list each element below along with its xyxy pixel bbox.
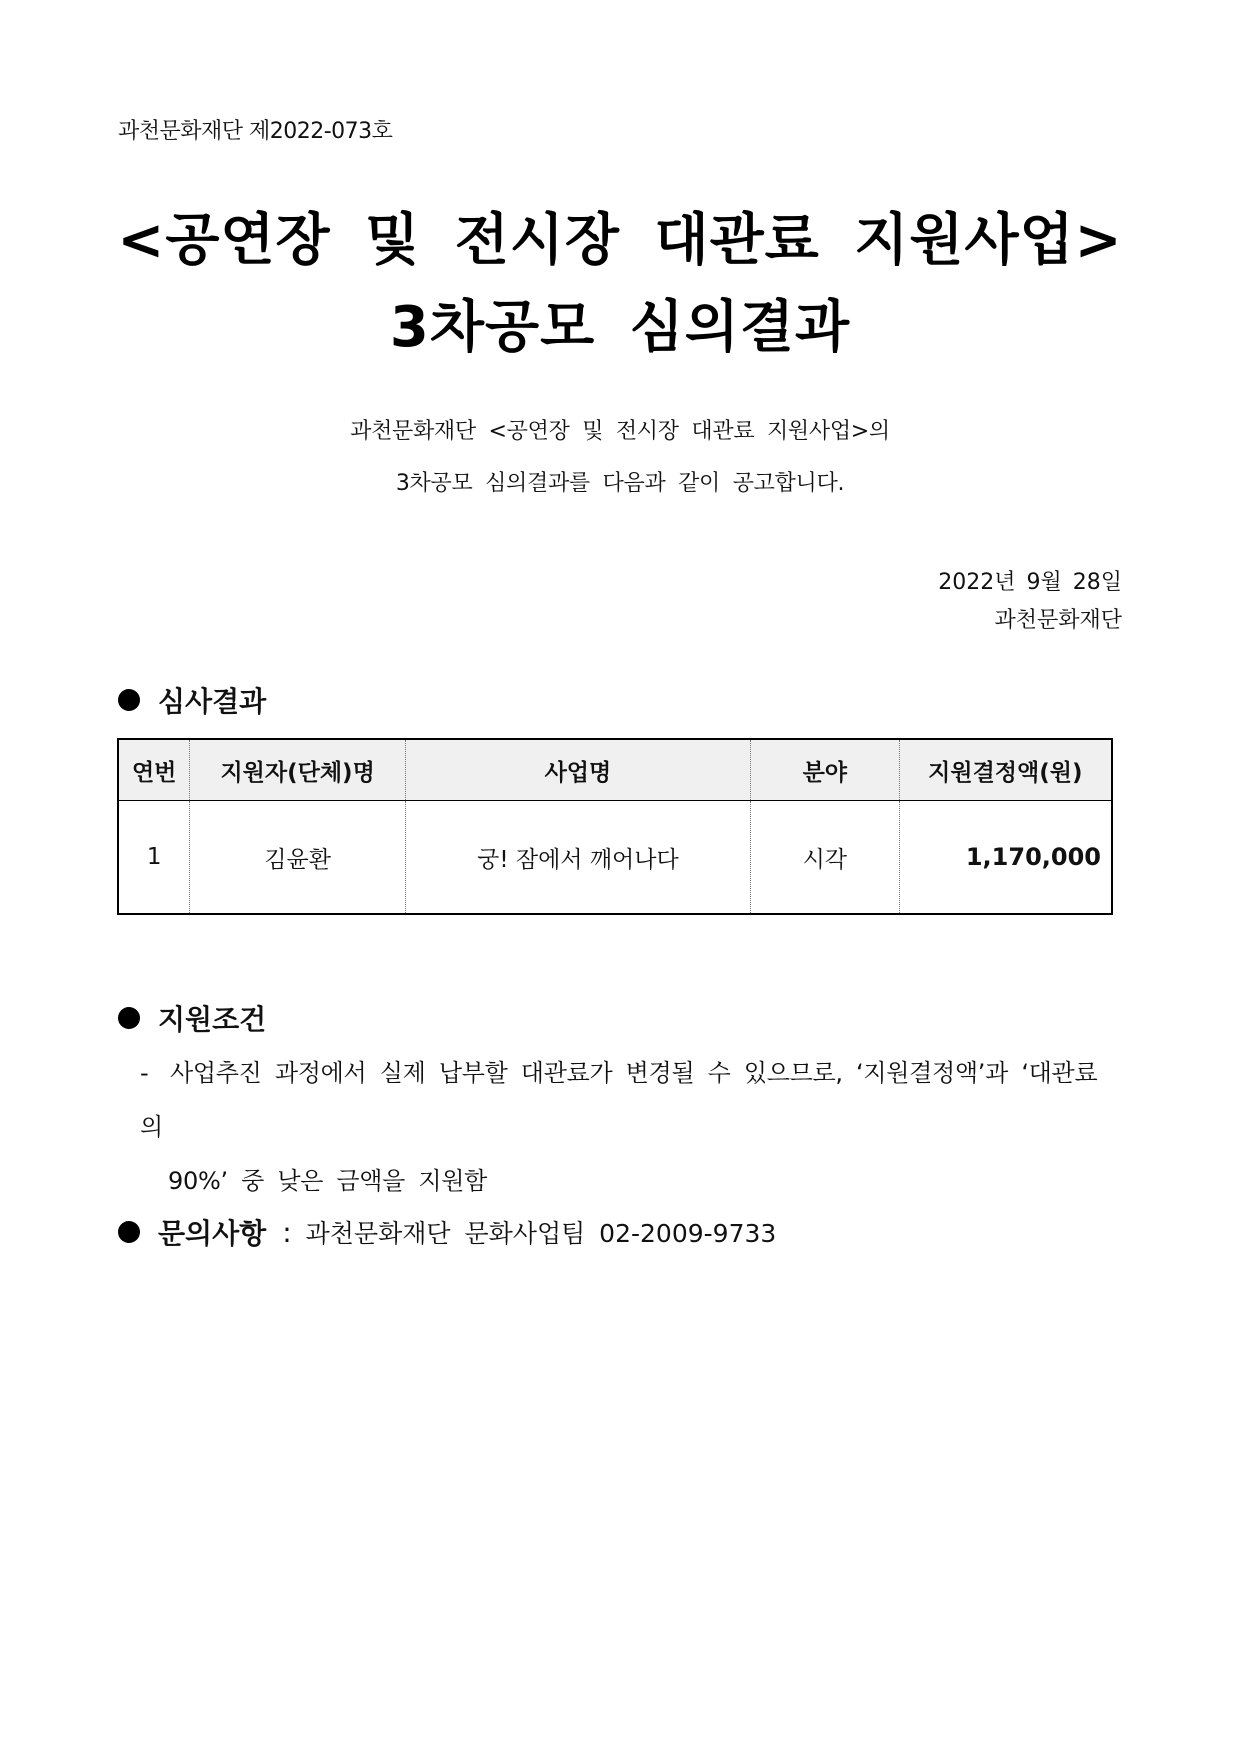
cell-no: 1 bbox=[118, 801, 190, 915]
table-row bbox=[118, 801, 1112, 915]
review-section-title: 심사결과 bbox=[158, 685, 267, 718]
condition-text bbox=[140, 1046, 1115, 1208]
issue-date: 2022년 9월 28일 bbox=[938, 570, 1122, 595]
header-no: 연번 bbox=[118, 739, 190, 801]
cell-amount: 1,170,000 bbox=[899, 801, 1112, 915]
bullet-icon bbox=[118, 689, 140, 711]
cell-field: 시각 bbox=[750, 801, 899, 915]
contact-section-title: 문의사항 bbox=[158, 1217, 267, 1250]
contact-section bbox=[118, 1212, 776, 1252]
issue-block bbox=[938, 564, 1122, 640]
contact-separator: : bbox=[282, 1215, 292, 1249]
header-field: 분야 bbox=[750, 739, 899, 801]
dash-marker: - bbox=[140, 1059, 149, 1087]
intro-line1: 과천문화재단 <공연장 및 전시장 대관료 지원사업>의 bbox=[350, 419, 890, 444]
review-section-heading bbox=[118, 680, 266, 720]
contact-info: 과천문화재단 문화사업팀 02-2009-9733 bbox=[305, 1219, 777, 1248]
cell-project: 궁! 잠에서 깨어나다 bbox=[405, 801, 750, 915]
table-header-row bbox=[118, 739, 1112, 801]
condition-line2: 90%’ 중 낮은 금액을 지원함 bbox=[168, 1167, 488, 1195]
page-title-line2: 3차공모 심의결과 bbox=[389, 295, 851, 360]
condition-line1: 사업추진 과정에서 실제 납부할 대관료가 변경될 수 있으므로, ‘지원결정액’과 ‘대관료의 bbox=[140, 1059, 1098, 1141]
header-project: 사업명 bbox=[405, 739, 750, 801]
bullet-icon bbox=[118, 1221, 140, 1243]
cell-applicant: 김윤환 bbox=[190, 801, 405, 915]
issuer-name: 과천문화재단 bbox=[994, 608, 1122, 633]
document-number: 과천문화재단 제2022-073호 bbox=[118, 119, 393, 144]
intro-line2: 3차공모 심의결과를 다음과 같이 공고합니다. bbox=[395, 471, 845, 496]
bullet-icon bbox=[118, 1007, 140, 1029]
page-title-line1: <공연장 및 전시장 대관료 지원사업> bbox=[117, 208, 1123, 273]
condition-section-title: 지원조건 bbox=[158, 1003, 267, 1036]
header-applicant: 지원자(단체)명 bbox=[190, 739, 405, 801]
header-amount: 지원결정액(원) bbox=[899, 739, 1112, 801]
condition-section-heading bbox=[118, 998, 266, 1038]
result-table bbox=[117, 738, 1113, 915]
